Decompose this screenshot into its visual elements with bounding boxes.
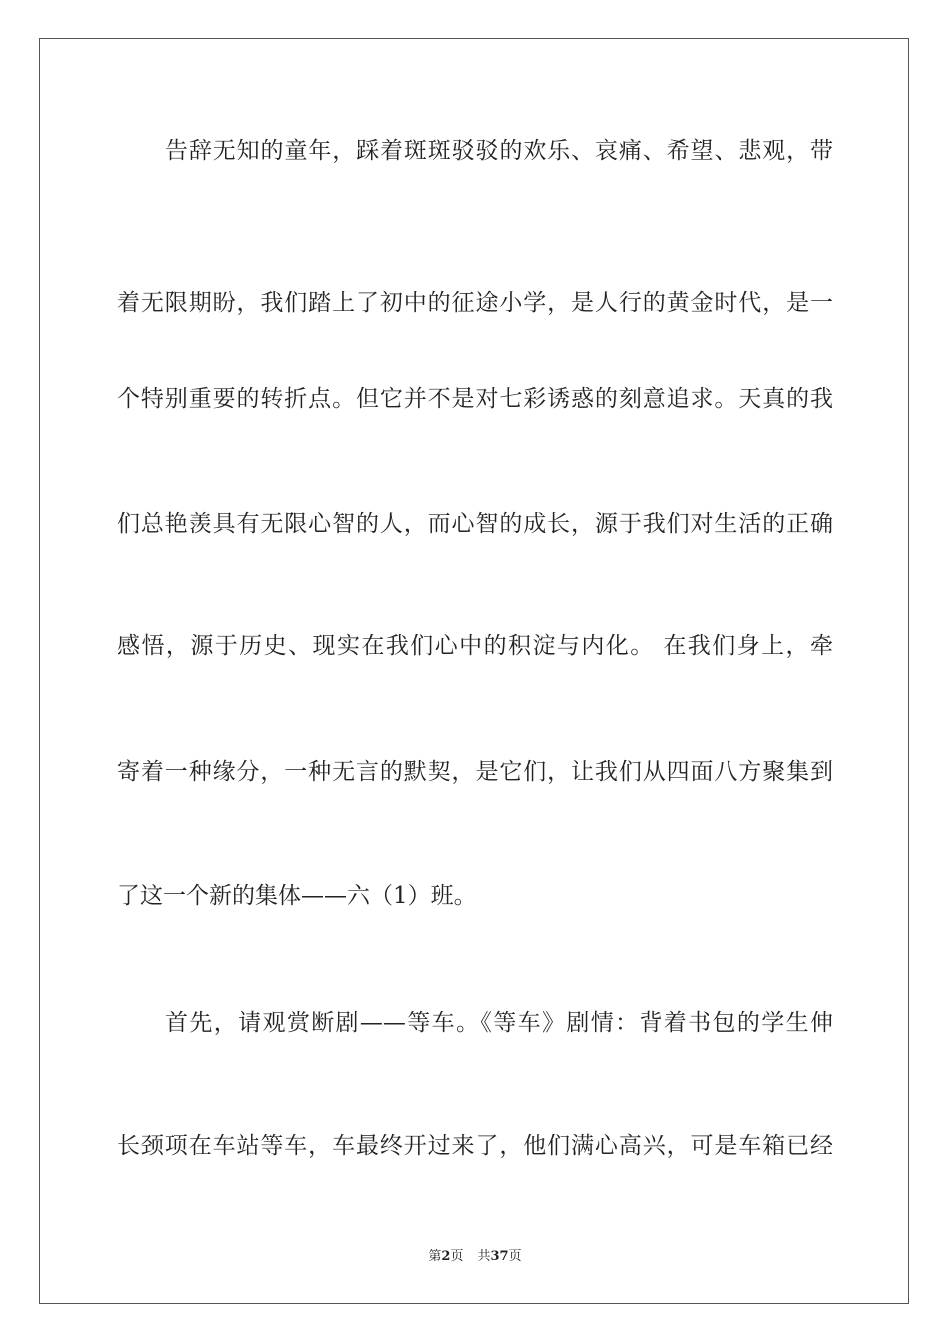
footer-page-suffix: 页 — [450, 1249, 464, 1264]
text-line-6: 寄着一种缘分，一种无言的默契，是它们，让我们从四面八方聚集到 — [117, 759, 833, 785]
footer-page-number: 2 — [441, 1249, 451, 1264]
footer-total-prefix: 共 — [477, 1249, 491, 1264]
text-line-8: 首先，请观赏断剧——等车。《等车》剧情：背着书包的学生伸 — [165, 1010, 833, 1036]
page-footer — [0, 1248, 950, 1266]
text-line-3: 个特别重要的转折点。但它并不是对七彩诱惑的刻意追求。天真的我 — [117, 386, 833, 412]
text-line-2: 着无限期盼，我们踏上了初中的征途小学，是人行的黄金时代，是一 — [117, 290, 833, 316]
footer-total-suffix: 页 — [508, 1249, 522, 1264]
footer-page-prefix: 第 — [428, 1249, 442, 1264]
text-line-5: 感悟，源于历史、现实在我们心中的积淀与内化。 在我们身上，牵 — [117, 633, 833, 659]
page-border — [39, 38, 909, 1304]
footer-total-pages: 37 — [490, 1249, 509, 1264]
text-line-4: 们总艳羡具有无限心智的人，而心智的成长，源于我们对生活的正确 — [117, 511, 833, 537]
text-line-9: 长颈项在车站等车，车最终开过来了，他们满心高兴，可是车箱已经 — [117, 1133, 833, 1159]
text-line-7: 了这一个新的集体——六（1）班。 — [117, 883, 477, 909]
text-line-1: 告辞无知的童年，踩着斑斑驳驳的欢乐、哀痛、希望、悲观，带 — [165, 138, 833, 164]
